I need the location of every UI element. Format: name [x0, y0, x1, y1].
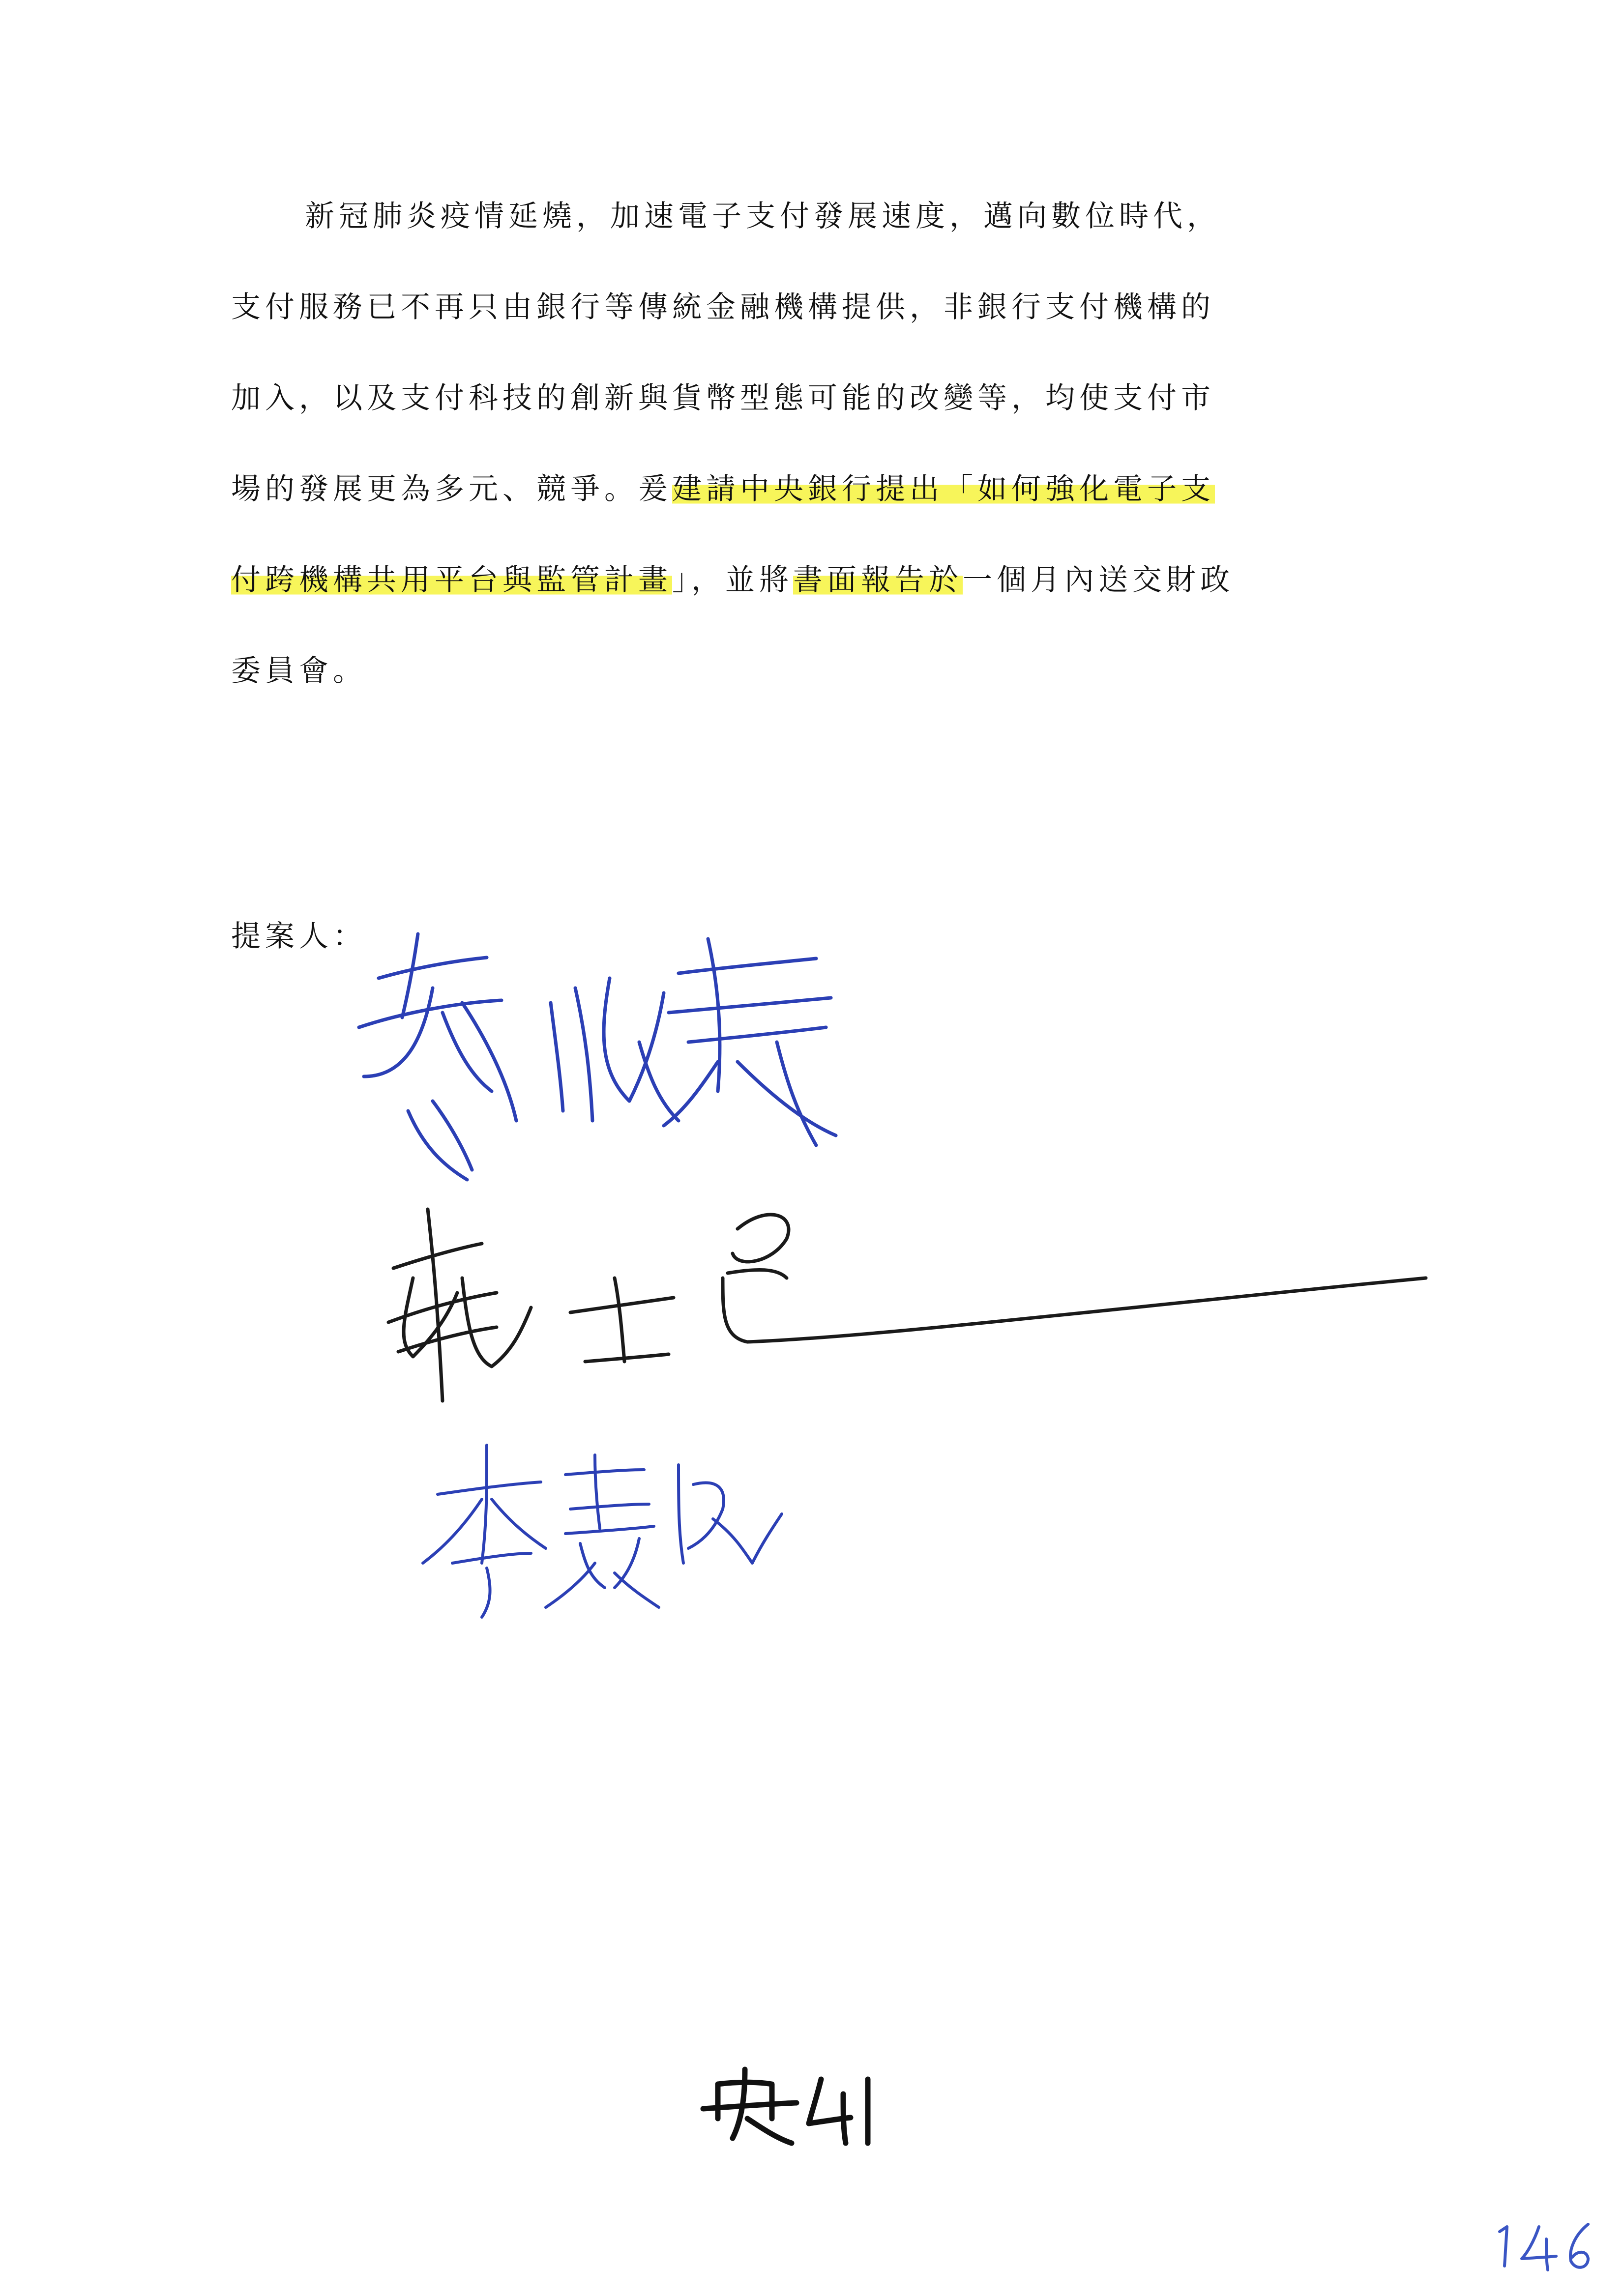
paragraph-line-5 — [231, 558, 1234, 602]
signature-2 — [384, 1194, 1446, 1421]
line-text: 支付服務已不再只由銀行等傳統金融機構提供，非銀行支付機構的 — [231, 290, 1215, 324]
signature-1-ink — [344, 914, 865, 1190]
line-text: 委員會。 — [231, 654, 367, 688]
signature-3-ink — [418, 1435, 792, 1622]
paragraph-line-6 — [231, 649, 367, 693]
paragraph-line-3 — [231, 376, 1215, 420]
signature-3 — [418, 1435, 792, 1622]
paragraph-line-4 — [231, 467, 1215, 511]
highlighted-text: 付跨機構共用平台與監管計畫 — [231, 563, 672, 597]
highlighted-text: 建請中央銀行提出「如何強化電子支 — [672, 472, 1215, 506]
line-text: 一個月內送交財政 — [963, 563, 1234, 597]
line-text: 新冠肺炎疫情延燒，加速電子支付發展速度，邁向數位時代， — [305, 199, 1221, 233]
line-text: 場的發展更為多元、競爭。爰 — [231, 472, 672, 506]
page-number-ink — [1490, 2212, 1598, 2276]
paragraph-line-2 — [231, 285, 1215, 329]
proposer-label: 提案人： — [231, 919, 367, 954]
signature-1 — [344, 914, 865, 1190]
line-text: 加入，以及支付科技的創新與貨幣型態可能的改變等，均使支付市 — [231, 381, 1215, 415]
signature-2-ink — [384, 1194, 1446, 1421]
paragraph-line-1 — [305, 194, 1221, 238]
highlighted-text: 書面報告於 — [793, 563, 963, 597]
handwritten-page-stamp — [698, 2064, 885, 2148]
page-stamp-ink — [698, 2064, 885, 2148]
line-text: 」，並將 — [672, 563, 793, 597]
handwritten-page-number — [1490, 2212, 1598, 2276]
